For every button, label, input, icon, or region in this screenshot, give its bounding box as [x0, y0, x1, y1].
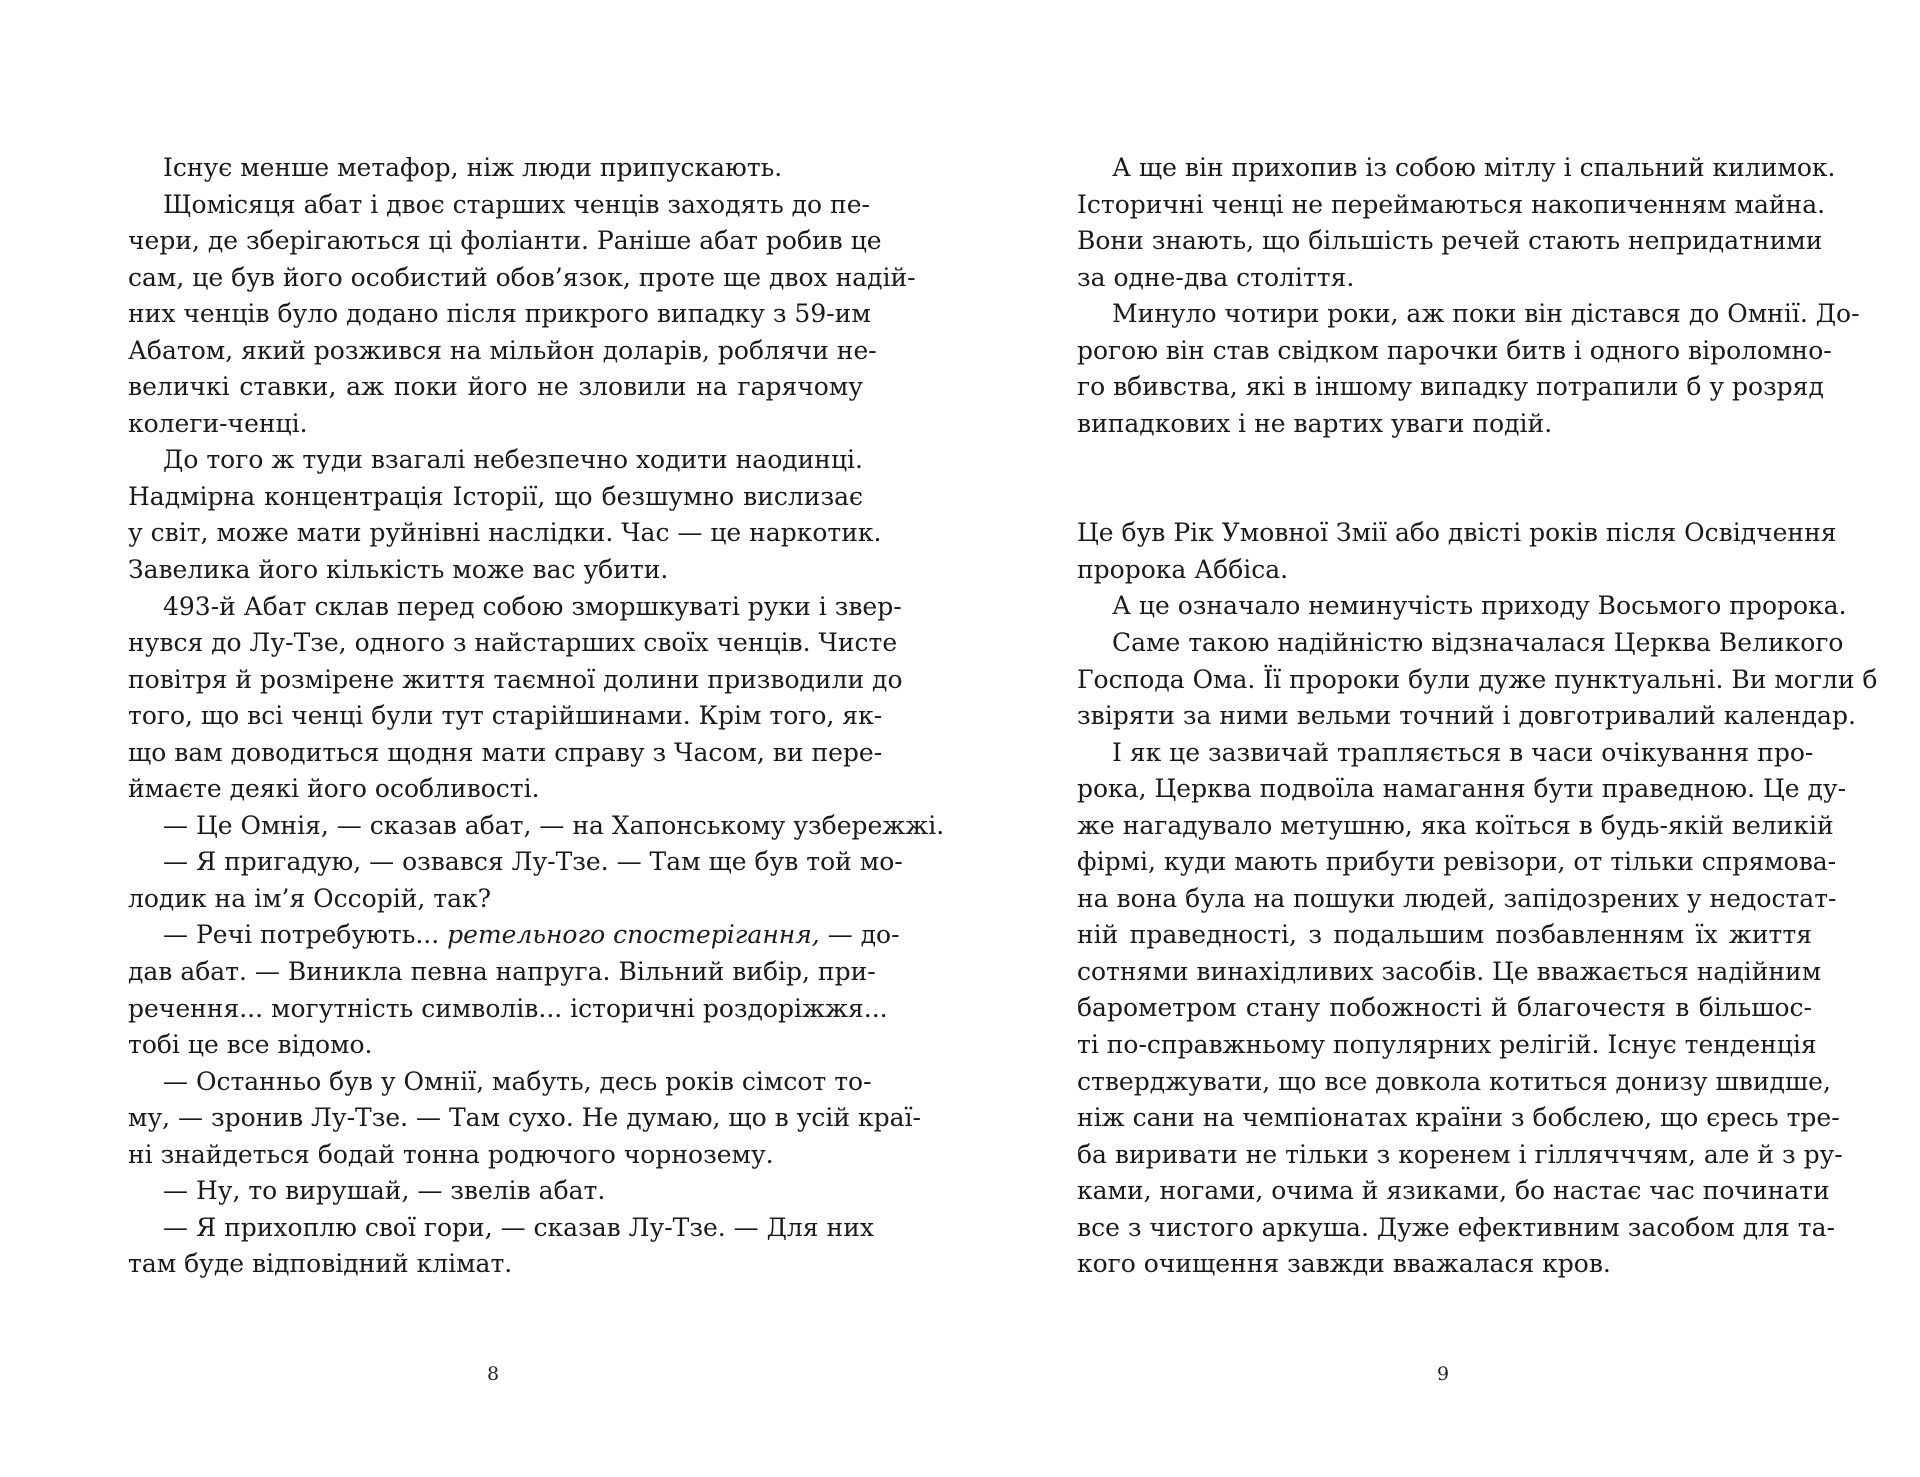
text-line: — Ну, то вирушай, — звелів абат. — [163, 1176, 606, 1206]
text-line: лодик на ім’я Оссорій, так? — [128, 883, 492, 913]
text-line: сотнями винахідливих засобів. Це вважається надійним — [1077, 956, 1822, 986]
text-line-segment: — Речі потребують... — [163, 920, 448, 950]
text-line: Завелика його кількість може вас убити. — [128, 555, 669, 585]
text-line — [128, 917, 900, 954]
text-line: колеги-ченці. — [128, 408, 308, 438]
text-line: — Я пригадую, — озвався Лу-Тзе. — Там ще був той мо- — [163, 847, 903, 877]
page-number-right: 9 — [1436, 1363, 1450, 1385]
text-line: ками, ногами, очима й язиками, бо настає час починати — [1077, 1176, 1830, 1206]
section-break — [1077, 442, 1812, 515]
text-line: ймаєте деякі його особливості. — [128, 774, 540, 804]
text-line: Минуло чотири роки, аж поки він дістався до Омнії. До- — [1112, 299, 1860, 329]
text-line: повітря й розмірене життя таємної долини призводили до — [128, 664, 903, 694]
italic-phrase: ретельного спостерігання, — [447, 920, 820, 950]
text-line: А ще він прихопив із собою мітлу і спальний килимок. — [1112, 153, 1836, 182]
text-line: у світ, може мати руйнівні наслідки. Час — це наркотик. — [128, 518, 882, 548]
text-line: Абатом, який розжився на мільйон доларів, роблячи не- — [128, 335, 877, 365]
text-line: тобі це все відомо. — [128, 1030, 373, 1060]
right-page-bottom-block — [1077, 515, 1878, 1282]
text-line: — Останньо був у Омнії, мабуть, десь років сімсот то- — [163, 1066, 872, 1096]
text-line: 493-й Абат склав перед собою зморшкуваті руки і звер- — [163, 591, 902, 621]
text-line: же нагадувало метушню, яка коїться в будь-якій великій — [1077, 810, 1834, 840]
text-line: за одне-два століття. — [1077, 262, 1355, 292]
text-line: випадкових і не вартих уваги подій. — [1077, 408, 1553, 438]
text-line: му, — зронив Лу-Тзе. — Там сухо. Не думаю, що в усій краї- — [128, 1103, 921, 1133]
text-line: на вона була на пошуки людей, запідозрених у недостат- — [1077, 883, 1837, 913]
text-line: пророка Аббіса. — [1077, 554, 1289, 584]
text-line-segment: — до- — [819, 920, 900, 950]
text-line: величкі ставки, аж поки його не зловили на гарячому — [128, 372, 863, 402]
text-line: Щомісяця абат і двоє старших ченців заходять до пе- — [163, 189, 870, 219]
text-line: Надмірна концентрація Історії, що безшумно вислизає — [128, 481, 863, 511]
text-line: Існує менше метафор, ніж люди припускають. — [163, 153, 783, 182]
text-line: них ченців було додано після прикрого випадку з 59-им — [128, 299, 871, 329]
text-line: До того ж туди взагалі небезпечно ходити наодинці. — [163, 445, 863, 475]
text-line: А це означало неминучість приходу Восьмого пророка. — [1112, 591, 1847, 621]
text-line: Це був Рік Умовної Змії або двісті років після Освідчення — [1077, 518, 1837, 548]
text-line: ніж сани на чемпіонатах країни з бобслею, що єресь тре- — [1077, 1103, 1840, 1133]
right-page-top-block — [1077, 150, 1860, 442]
text-line: Саме такою надійністю відзначалася Церква Великого — [1112, 628, 1844, 658]
text-line: го вбивства, які в іншому випадку потрапили б у розряд — [1077, 372, 1824, 402]
text-line: сам, це був його особистий обов’язок, проте ще двох надій- — [128, 262, 916, 292]
text-line: рогою він став свідком парочки битв і одного віроломно- — [1077, 335, 1832, 365]
text-line: кого очищення завжди вважалася кров. — [1077, 1249, 1611, 1279]
text-line: Історичні ченці не переймаються накопиченням майна. — [1077, 189, 1826, 219]
text-line: дав абат. — Виникла певна напруга. Вільний вибір, при- — [128, 957, 876, 987]
text-line: стверджувати, що все довкола котиться донизу швидше, — [1077, 1066, 1831, 1096]
text-line: барометром стану побожності й благочестя в більшос- — [1077, 993, 1812, 1023]
text-line: ба виривати не тільки з коренем і гіллячччям, але й з ру- — [1077, 1139, 1843, 1169]
text-line: І як це зазвичай трапляється в часи очікування про- — [1112, 737, 1814, 767]
text-line: що вам доводиться щодня мати справу з Часом, ви пере- — [128, 737, 883, 767]
text-line: там буде відповідний клімат. — [128, 1249, 513, 1279]
text-line: чери, де зберігаються ці фоліанти. Раніше абат робив це — [128, 226, 882, 256]
page-number-left: 8 — [486, 1363, 500, 1385]
text-line: звіряти за ними вельми точний і довготривалий календар. — [1077, 701, 1856, 731]
text-line: фірмі, куди мають прибути ревізори, от тільки спрямова- — [1077, 847, 1837, 877]
text-line: речення... могутність символів... історичні роздоріжжя... — [128, 993, 888, 1023]
right-page — [1077, 150, 1878, 1283]
text-line: ті по-справжньому популярних релігій. Існує тенденція — [1077, 1030, 1817, 1060]
left-page — [128, 150, 945, 1283]
text-line: — Це Омнія, — сказав абат, — на Хапонському узбережжі. — [163, 810, 945, 840]
text-line: Господа Ома. Її пророки були дуже пунктуальні. Ви могли б — [1077, 664, 1878, 694]
text-line: рока, Церква подвоїла намагання бути праведною. Це ду- — [1077, 774, 1847, 804]
text-line: все з чистого аркуша. Дуже ефективним засобом для та- — [1077, 1212, 1835, 1242]
text-line: ній праведності, з подальшим позбавленням їх життя — [1077, 920, 1812, 950]
text-line: — Я прихоплю свої гори, — сказав Лу-Тзе. — Для них — [163, 1212, 874, 1242]
text-line: Вони знають, що більшість речей стають непридатними — [1077, 226, 1823, 256]
text-line: ні знайдеться бодай тонна родючого чорнозему. — [128, 1139, 774, 1169]
text-line: нувся до Лу-Тзе, одного з найстарших своїх ченців. Чисте — [128, 628, 898, 658]
text-line: того, що всі ченці були тут старійшинами. Крім того, як- — [128, 701, 883, 731]
